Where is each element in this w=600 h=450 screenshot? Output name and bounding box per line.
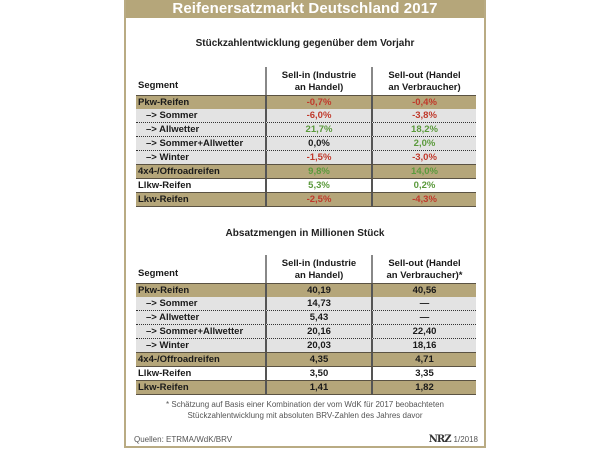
segment-cell: Lkw-Reifen [138, 194, 189, 205]
header-segment: Segment [138, 268, 179, 279]
table-row [136, 380, 476, 395]
table-sales-volumes [136, 255, 476, 395]
sell-out-cell: 4,71 [371, 353, 476, 366]
sources: Quellen: ETRMA/WdK/BRV [134, 435, 233, 444]
sell-in-cell: -1,5% [265, 151, 371, 164]
sell-in-cell: -0,7% [265, 96, 371, 109]
table-row [136, 164, 476, 178]
sell-out-cell: 14,0% [371, 165, 476, 178]
sell-out-cell: 40,56 [371, 284, 476, 297]
table2-header [136, 255, 476, 283]
segment-cell: Llkw-Reifen [138, 180, 192, 191]
table-row [136, 109, 476, 122]
sell-in-cell: 3,50 [265, 367, 371, 380]
header-sell-in [265, 255, 371, 283]
segment-cell: 4x4-/Offroadreifen [138, 354, 220, 365]
sell-out-cell: 0,2% [371, 179, 476, 192]
sell-out-cell: 22,40 [371, 325, 476, 338]
segment-cell: Pkw-Reifen [138, 285, 190, 296]
segment-cell: –> Sommer [146, 110, 198, 121]
sell-out-cell: 2,0% [371, 137, 476, 150]
table-row [136, 338, 476, 352]
header-sell-out-line1: Sell-out (Handel [388, 70, 461, 81]
header-sell-in-line1: Sell-in (Industrie [281, 258, 357, 269]
footnote [126, 399, 484, 421]
sell-out-cell: -0,4% [371, 96, 476, 109]
sell-out-cell: — [371, 311, 476, 324]
header-sell-out-line2: an Verbraucher) [388, 82, 461, 93]
sell-in-cell: 0,0% [265, 137, 371, 150]
header-segment: Segment [138, 80, 179, 91]
footnote-line1: * Schätzung auf Basis einer Kombination der vom WdK für 2017 beobachteten [166, 400, 444, 409]
sell-in-cell: 20,03 [265, 339, 371, 352]
table-row [136, 95, 476, 109]
segment-cell: –> Allwetter [146, 312, 200, 323]
segment-cell: –> Allwetter [146, 124, 200, 135]
segment-cell: –> Winter [146, 340, 189, 351]
segment-cell: Llkw-Reifen [138, 368, 192, 379]
segment-cell: Pkw-Reifen [138, 97, 190, 108]
table-row [136, 192, 476, 207]
header-sell-out [371, 255, 476, 283]
sell-out-cell: 3,35 [371, 367, 476, 380]
sell-out-cell: -3,8% [371, 109, 476, 122]
table-row [136, 122, 476, 136]
segment-cell: –> Sommer+Allwetter [146, 326, 244, 337]
issue-number: 1/2018 [453, 435, 478, 444]
header-sell-in-line2: an Handel) [294, 270, 344, 281]
page-title: Reifenersatzmarkt Deutschland 2017 [126, 0, 484, 18]
table-row [136, 150, 476, 164]
sell-out-cell: -3,0% [371, 151, 476, 164]
sell-out-cell: 18,2% [371, 123, 476, 136]
table-row [136, 310, 476, 324]
table-row [136, 136, 476, 150]
segment-cell: 4x4-/Offroadreifen [138, 166, 220, 177]
sell-in-cell: 9,8% [265, 165, 371, 178]
sell-in-cell: 1,41 [265, 381, 371, 394]
nrz-logo-icon: NRZ [428, 434, 451, 445]
sell-in-cell: 20,16 [265, 325, 371, 338]
table-row [136, 324, 476, 338]
brand [429, 434, 478, 445]
segment-cell: –> Sommer+Allwetter [146, 138, 244, 149]
sell-in-cell: 5,43 [265, 311, 371, 324]
table1-header [136, 67, 476, 95]
table-row [136, 178, 476, 192]
sell-out-cell: 1,82 [371, 381, 476, 394]
table1-title: Stückzahlentwicklung gegenüber dem Vorjahr [195, 38, 415, 49]
table-row [136, 352, 476, 366]
sell-in-cell: -2,5% [265, 193, 371, 206]
sell-out-cell: -4,3% [371, 193, 476, 206]
sell-in-cell: 14,73 [265, 297, 371, 310]
header-sell-in-line2: an Handel) [294, 82, 344, 93]
sell-in-cell: 40,19 [265, 284, 371, 297]
footnote-line2: Stückzahlentwicklung mit absoluten BRV-Zahlen des Jahres davor [187, 411, 423, 420]
sell-in-cell: 21,7% [265, 123, 371, 136]
sell-in-cell: -6,0% [265, 109, 371, 122]
header-sell-out-line1: Sell-out (Handel [388, 258, 461, 269]
infographic-frame [124, 0, 486, 448]
sell-in-cell: 5,3% [265, 179, 371, 192]
header-sell-out-line2: an Verbraucher)* [386, 270, 463, 281]
segment-cell: Lkw-Reifen [138, 382, 189, 393]
sell-out-cell: — [371, 297, 476, 310]
table-change-vs-prior-year [136, 67, 476, 207]
header-sell-in [265, 67, 371, 95]
header-sell-out [371, 67, 476, 95]
table-row [136, 283, 476, 297]
table-row [136, 297, 476, 310]
table-row [136, 366, 476, 380]
table2-title: Absatzmengen in Millionen Stück [225, 228, 385, 239]
header-sell-in-line1: Sell-in (Industrie [281, 70, 357, 81]
sell-in-cell: 4,35 [265, 353, 371, 366]
segment-cell: –> Winter [146, 152, 189, 163]
segment-cell: –> Sommer [146, 298, 198, 309]
sell-out-cell: 18,16 [371, 339, 476, 352]
